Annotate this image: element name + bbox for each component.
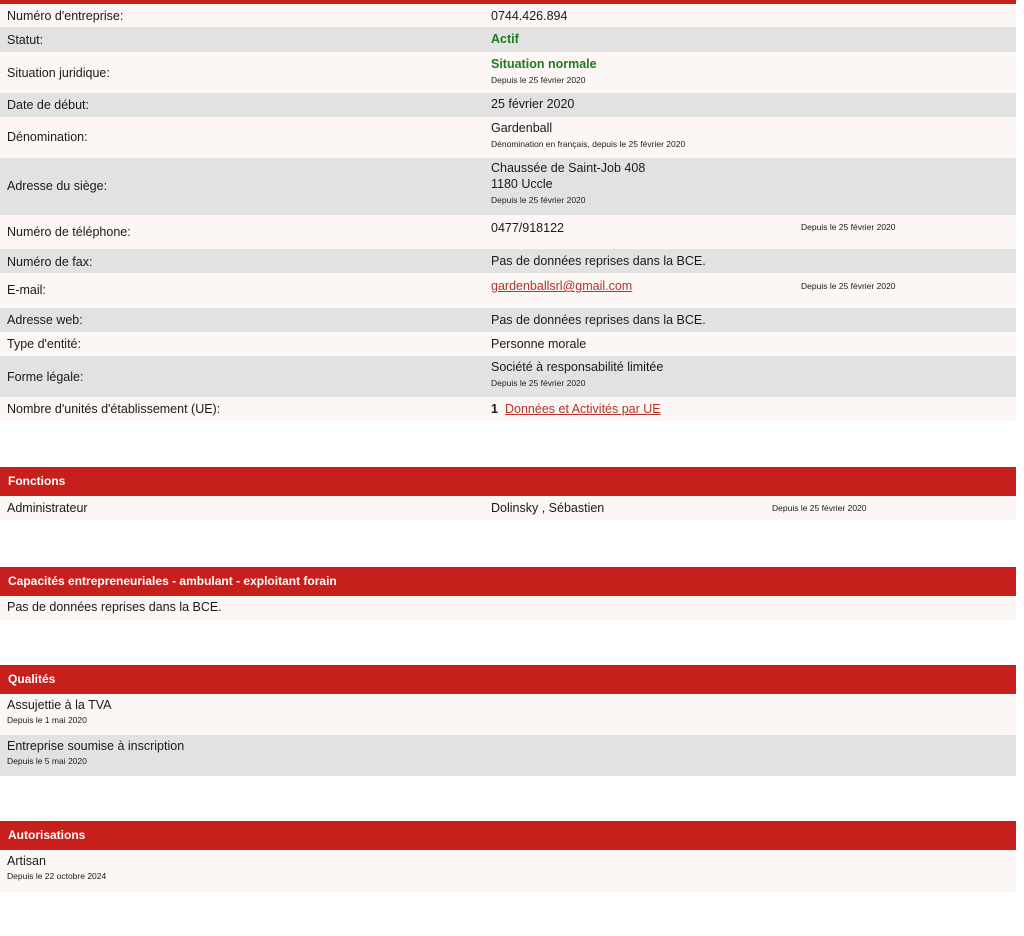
section-header-autorisations: Autorisations xyxy=(0,821,1016,850)
label-enterprise-number: Numéro d'entreprise: xyxy=(7,9,124,23)
value-address xyxy=(491,161,645,206)
qualite-since: Depuis le 5 mai 2020 xyxy=(7,756,87,766)
row-website xyxy=(0,308,1016,332)
capacites-value: Pas de données reprises dans la BCE. xyxy=(7,600,222,614)
label-units: Nombre d'unités d'établissement (UE): xyxy=(7,402,221,416)
address-line2: 1180 Uccle xyxy=(491,177,553,191)
label-phone: Numéro de téléphone: xyxy=(7,225,131,239)
label-address: Adresse du siège: xyxy=(7,179,108,193)
function-role: Administrateur xyxy=(7,501,88,515)
row-status xyxy=(0,27,1016,52)
email-since: Depuis le 25 février 2020 xyxy=(801,281,896,291)
phone-since: Depuis le 25 février 2020 xyxy=(801,222,896,232)
row-phone xyxy=(0,215,1016,249)
section-header-fonctions: Fonctions xyxy=(0,467,1016,496)
value-phone: 0477/918122 xyxy=(491,221,564,235)
value-website: Pas de données reprises dans la BCE. xyxy=(491,313,706,327)
denomination-text: Gardenball xyxy=(491,121,553,135)
label-fax: Numéro de fax: xyxy=(7,255,93,269)
value-enterprise-number: 0744.426.894 xyxy=(491,9,568,23)
qualite-label: Entreprise soumise à inscription xyxy=(7,739,185,753)
email-link[interactable]: gardenballsrl@gmail.com xyxy=(491,279,633,293)
qualite-since: Depuis le 1 mai 2020 xyxy=(7,715,87,725)
qualite-item-1 xyxy=(7,739,184,767)
label-entity-type: Type d'entité: xyxy=(7,337,81,351)
row-enterprise-number xyxy=(0,4,1016,27)
legal-situation-since: Depuis le 25 février 2020 xyxy=(491,75,586,85)
legal-situation-text: Situation normale xyxy=(491,57,597,71)
row-capacites xyxy=(0,596,1016,620)
row-entity-type xyxy=(0,332,1016,356)
address-line1: Chaussée de Saint-Job 408 xyxy=(491,161,646,175)
row-denomination xyxy=(0,117,1016,158)
row-units xyxy=(0,397,1016,421)
autorisation-label: Artisan xyxy=(7,854,46,868)
function-person-name: Dolinsky , Sébastien xyxy=(491,501,605,515)
value-entity-type: Personne morale xyxy=(491,337,587,351)
label-status: Statut: xyxy=(7,33,44,47)
value-legal-form xyxy=(491,360,663,389)
row-administrator xyxy=(0,496,1016,520)
address-since: Depuis le 25 février 2020 xyxy=(491,195,586,205)
value-fax: Pas de données reprises dans la BCE. xyxy=(491,254,706,268)
function-since: Depuis le 25 février 2020 xyxy=(772,503,867,513)
list-item-autorisation xyxy=(0,850,1016,892)
value-denomination xyxy=(491,121,685,150)
value-start-date: 25 février 2020 xyxy=(491,97,575,111)
row-email xyxy=(0,273,1016,308)
row-fax xyxy=(0,249,1016,273)
label-email: E-mail: xyxy=(7,283,46,297)
label-start-date: Date de début: xyxy=(7,98,90,112)
row-legal-situation xyxy=(0,52,1016,93)
row-address xyxy=(0,158,1016,215)
qualite-item-0 xyxy=(7,698,111,726)
denomination-note: Dénomination en français, depuis le 25 février 2020 xyxy=(491,139,686,149)
section-header-capacites: Capacités entrepreneuriales - ambulant - exploitant forain xyxy=(0,567,1016,596)
units-count: 1 xyxy=(491,402,498,416)
section-header-qualites: Qualités xyxy=(0,665,1016,694)
qualite-label: Assujettie à la TVA xyxy=(7,698,112,712)
row-start-date xyxy=(0,93,1016,117)
label-website: Adresse web: xyxy=(7,313,83,327)
legal-form-since: Depuis le 25 février 2020 xyxy=(491,378,586,388)
list-item-qualite xyxy=(0,694,1016,735)
autorisation-item-0 xyxy=(7,854,106,882)
legal-form-text: Société à responsabilité limitée xyxy=(491,360,664,374)
autorisation-since: Depuis le 22 octobre 2024 xyxy=(7,871,107,881)
row-legal-form xyxy=(0,356,1016,397)
label-denomination: Dénomination: xyxy=(7,130,88,144)
status-badge: Actif xyxy=(491,32,519,46)
label-legal-form: Forme légale: xyxy=(7,370,84,384)
label-legal-situation: Situation juridique: xyxy=(7,66,110,80)
units-activities-link[interactable]: Données et Activités par UE xyxy=(505,402,661,416)
value-legal-situation xyxy=(491,57,597,86)
list-item-qualite xyxy=(0,735,1016,776)
